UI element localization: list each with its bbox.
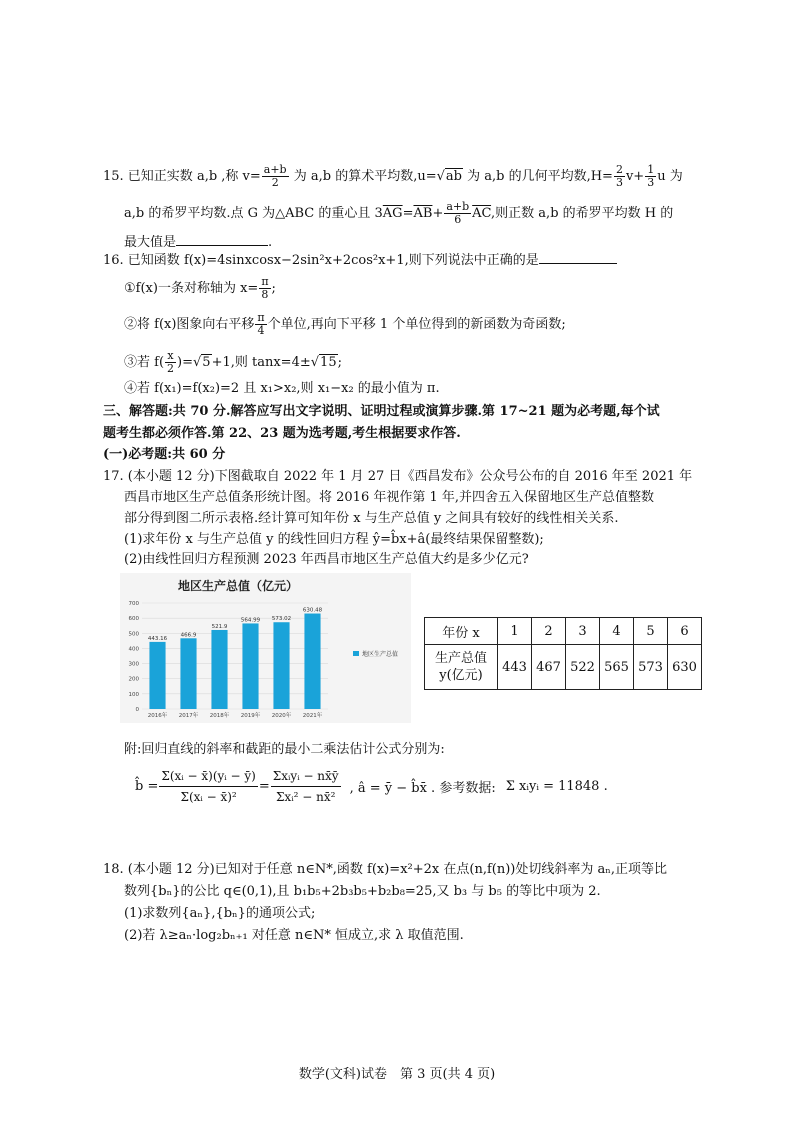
- bar-value-label: 443.16: [147, 635, 168, 642]
- fraction: $\frac{\text{Σxᵢyᵢ − nx̄ȳ}}{\text{Σxᵢ² − nx̄²}}$: [271, 766, 341, 807]
- table-cell: 6: [668, 618, 702, 645]
- table-cell: 522: [566, 645, 600, 690]
- q15-line1: 15. 已知正实数 a,b ,称 v= $\frac{a+b}{2}$ 为 a,b 的算术平均数,u=√ab 为 a,b 的几何平均数,H= $\frac{2}{3}$ v+ $\frac{1}{3}$ u 为: [103, 163, 683, 189]
- fraction: $\frac{2}{3}$: [615, 163, 623, 189]
- table-cell: 573: [634, 645, 668, 690]
- section-heading: 三、解答题:共 70 分.解答应写出文字说明、证明过程或演算步骤.第 17~21 题为必考题,每个试: [103, 404, 660, 419]
- formula-intro: 附:回归直线的斜率和截距的最小二乘法估计公式分别为:: [124, 742, 445, 757]
- q16-option3: ③若 f( $\frac{x}{2}$ )=√5+1,则 tanx=4±√15;: [124, 349, 342, 375]
- q18-line2: 数列{bₙ}的公比 q∈(0,1),且 b₁b₅+2b₃b₅+b₂b₈=25,又 b₃ 与 b₅ 的等比中项为 2.: [124, 884, 601, 899]
- q16-option2: ②将 f(x)图象向右平移 $\frac{\pi}{4}$ 个单位,再向下平移 1 个单位得到的新函数为奇函数;: [124, 311, 566, 337]
- fraction: $\frac{\text{Σ(xᵢ − x̄)(yᵢ − ȳ)}}{\text{Σ(xᵢ − x̄)²}}$: [159, 766, 258, 807]
- table-cell: 443: [498, 645, 532, 690]
- y-tick-label: 500: [128, 631, 139, 638]
- q17-part2: (2)由线性回归方程预测 2023 年西昌市地区生产总值大约是多少亿元?: [124, 552, 529, 567]
- table-header: 年份 x: [425, 618, 498, 645]
- legend-label: 地区生产总值: [362, 651, 399, 658]
- bar-value-label: 521.9: [211, 623, 228, 630]
- x-tick-label: 2020年: [271, 713, 292, 719]
- table-cell: 4: [600, 618, 634, 645]
- bar-value-label: 466.9: [180, 632, 197, 639]
- table-header-line: y(亿元): [439, 668, 483, 683]
- bar: [273, 622, 289, 709]
- q15-line2: a,b 的希罗平均数.点 G 为△ABC 的重心且 $3\overline{AG}=\overline{AB}+$ $\frac{a+b}{6}$ $\overline{AC}$,则正数 a,b 的希罗平均数 H 的: [124, 200, 674, 226]
- q18-line1: 18. (本小题 12 分)已知对于任意 n∈N*,函数 f(x)=x²+2x 在点(n,f(n))处切线斜率为 aₙ,正项等比: [103, 862, 667, 877]
- table-row: [425, 618, 702, 645]
- x-tick-label: 2021年: [302, 713, 323, 719]
- q16-line1: 16. 已知函数 f(x)=4sinxcosx−2sin²x+2cos²x+1,则下列说法中正确的是: [103, 251, 617, 270]
- y-tick-label: 0: [135, 707, 139, 713]
- x-tick-label: 2016年: [147, 713, 168, 719]
- x-tick-label: 2017年: [178, 713, 199, 719]
- y-tick-label: 200: [128, 676, 139, 683]
- page-footer: 数学(文科)试卷 第 3 页(共 4 页): [298, 1067, 496, 1082]
- q17-line3: 部分得到图二所示表格.经计算可知年份 x 与生产总值 y 之间具有较好的线性相关关系.: [124, 511, 619, 526]
- bar-value-label: 630.48: [302, 607, 323, 614]
- q17-part1: (1)求年份 x 与生产总值 y 的线性回归方程 ŷ=b̂x+â(最终结果保留整数);: [124, 532, 544, 547]
- table-row: [425, 645, 702, 690]
- bar: [242, 623, 258, 709]
- y-tick-label: 300: [128, 661, 139, 668]
- y-tick-label: 600: [128, 616, 139, 623]
- x-tick-label: 2019年: [240, 713, 261, 719]
- fraction: $\frac{a+b}{2}$: [263, 163, 287, 189]
- table-cell: 2: [532, 618, 566, 645]
- section-heading-cont: 题考生都必须作答.第 22、23 题为选考题,考生根据要求作答.: [103, 426, 461, 441]
- formula-equals: =: [258, 779, 270, 794]
- bar-chart: [120, 573, 411, 723]
- bar: [304, 614, 320, 709]
- table-cell: 3: [566, 618, 600, 645]
- q17-line1: 17. (本小题 12 分)下图截取自 2022 年 1 月 27 日《西昌发布》公众号公布的自 2016 年至 2021 年: [103, 469, 693, 484]
- bar: [211, 630, 227, 709]
- q16-option4: ④若 f(x₁)=f(x₂)=2 且 x₁>x₂,则 x₁−x₂ 的最小值为 π.: [124, 381, 440, 396]
- y-tick-label: 700: [128, 601, 139, 607]
- fraction: $\frac{\pi}{8}$: [261, 275, 269, 301]
- formula-ahat: , â = ȳ − b̂x̄ . 参考数据:: [349, 781, 496, 796]
- bar: [180, 638, 196, 709]
- q16-option1: ①f(x)一条对称轴为 x= $\frac{\pi}{8}$ ;: [124, 275, 276, 301]
- fraction: $\frac{\pi}{4}$: [257, 311, 265, 337]
- q15-line3: 最大值是 .: [124, 235, 273, 250]
- answer-blank: [539, 251, 617, 264]
- table-cell: 630: [668, 645, 702, 690]
- answer-blank: [176, 233, 268, 246]
- data-table: [424, 617, 702, 690]
- reference-data: Σ xᵢyᵢ = 11848 .: [505, 779, 608, 794]
- fraction: $\frac{a+b}{6}$: [446, 200, 470, 226]
- q17-line2: 西昌市地区生产总值条形统计图。将 2016 年视作第 1 年,并四舍五入保留地区生产总值整数: [124, 490, 655, 505]
- x-tick-label: 2018年: [209, 713, 230, 719]
- bar-value-label: 573.02: [271, 616, 292, 623]
- formula-bhat: b̂ =: [135, 779, 159, 794]
- legend-swatch: [353, 651, 359, 656]
- fraction: $\frac{x}{2}$: [167, 349, 175, 375]
- y-tick-label: 400: [128, 646, 139, 653]
- table-cell: 565: [600, 645, 634, 690]
- table-header-line: 生产总值: [434, 651, 487, 666]
- chart-title: 地区生产总值（亿元）: [177, 579, 299, 593]
- y-tick-label: 100: [128, 691, 139, 698]
- fraction: $\frac{1}{3}$: [647, 163, 655, 189]
- regression-formula: [135, 766, 608, 807]
- bar: [149, 642, 165, 709]
- table-cell: 1: [498, 618, 532, 645]
- q18-part1: (1)求数列{aₙ},{bₙ}的通项公式;: [124, 906, 316, 921]
- table-cell: 467: [532, 645, 566, 690]
- subsection-heading: (一)必考题:共 60 分: [103, 447, 226, 462]
- table-cell: 5: [634, 618, 668, 645]
- q18-part2: (2)若 λ≥aₙ·log₂bₙ₊₁ 对任意 n∈N* 恒成立,求 λ 取值范围.: [124, 928, 464, 943]
- bar-value-label: 564.99: [240, 617, 261, 624]
- table-header: [425, 645, 498, 690]
